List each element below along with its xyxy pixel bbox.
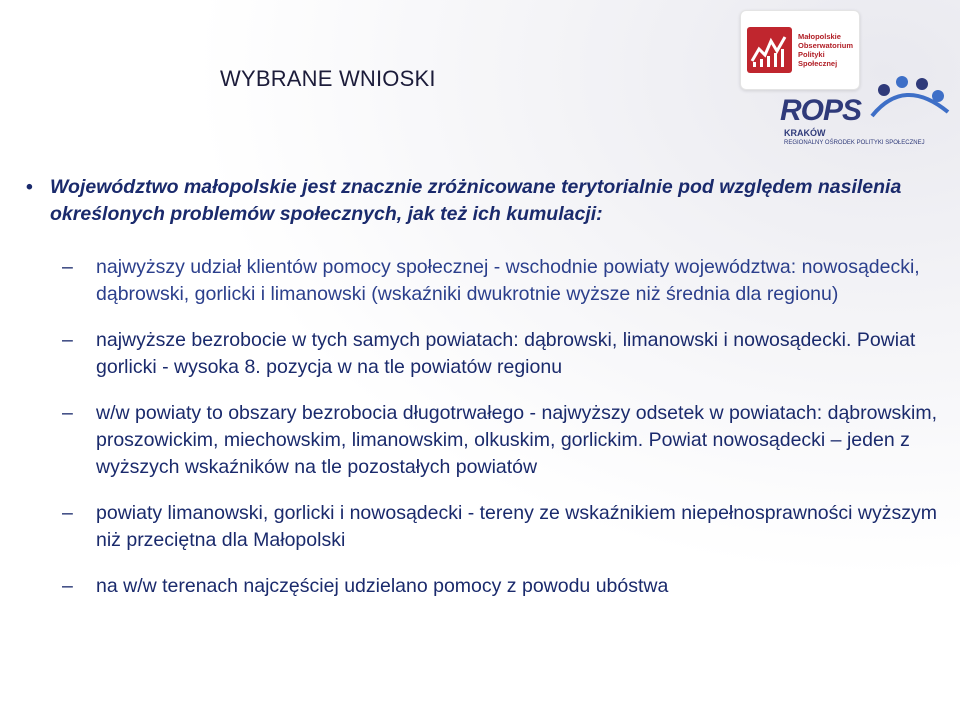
mops-line-1: Małopolskie (797, 32, 841, 41)
lead-paragraph (26, 174, 906, 228)
list-item-text: w/w powiaty to obszary bezrobocia długotrwałego - najwyższy odsetek w powiatach: dąbrowskim, proszowickim, miechowskim, limanowskim, olkuskim, gorlickim. Powiat nowosądecki – jeden z wyższych wskaźników na tle pozostałych powiatów (96, 402, 938, 478)
list-item-text: na w/w terenach najczęściej udzielano pomocy z powodu ubóstwa (96, 575, 669, 597)
conclusions-list (62, 254, 942, 619)
list-item (62, 254, 942, 308)
page-title: WYBRANE WNIOSKI (220, 66, 436, 91)
list-item (62, 573, 942, 600)
list-item (62, 400, 942, 481)
list-item-text: najwyższy udział klientów pomocy społecznej - wschodnie powiaty województwa: nowosądecki, dąbrowski, gorlicki i limanowski (wskaźniki dwukrotnie wyższe niż średnia dla regionu) (96, 256, 920, 305)
rops-word: ROPS (780, 94, 862, 127)
rops-city: KRAKÓW (784, 128, 826, 138)
dash-icon: – (62, 402, 73, 424)
dash-icon: – (62, 575, 73, 597)
mops-line-3: Polityki (797, 50, 825, 59)
dash-icon: – (62, 502, 73, 524)
rops-subtitle: REGIONALNY OŚRODEK POLITYKI SPOŁECZNEJ (784, 140, 925, 146)
rops-logo (774, 76, 954, 156)
dash-icon: – (62, 329, 73, 351)
mops-line-2: Obserwatorium (797, 41, 853, 50)
list-item-text: powiaty limanowski, gorlicki i nowosądecki - tereny ze wskaźnikiem niepełnosprawności wyższym niż przeciętna dla Małopolski (96, 502, 937, 551)
list-item (62, 327, 942, 381)
dash-icon: – (62, 256, 73, 278)
bullet-icon: • (26, 176, 33, 198)
mops-chart-icon (747, 27, 792, 73)
mops-line-4: Społecznej (797, 59, 838, 68)
list-item (62, 500, 942, 554)
rops-figures-icon (864, 76, 954, 136)
list-item-text: najwyższe bezrobocie w tych samych powiatach: dąbrowski, limanowski i nowosądecki. Powiat gorlicki - wysoka 8. pozycja w na tle powiatów regionu (96, 329, 916, 378)
logo-area (670, 0, 960, 160)
mops-logo-text (798, 32, 853, 68)
lead-text: Województwo małopolskie jest znacznie zróżnicowane terytorialnie pod względem nasilenia określonych problemów społecznych, jak też ich kumulacji: (50, 176, 902, 225)
